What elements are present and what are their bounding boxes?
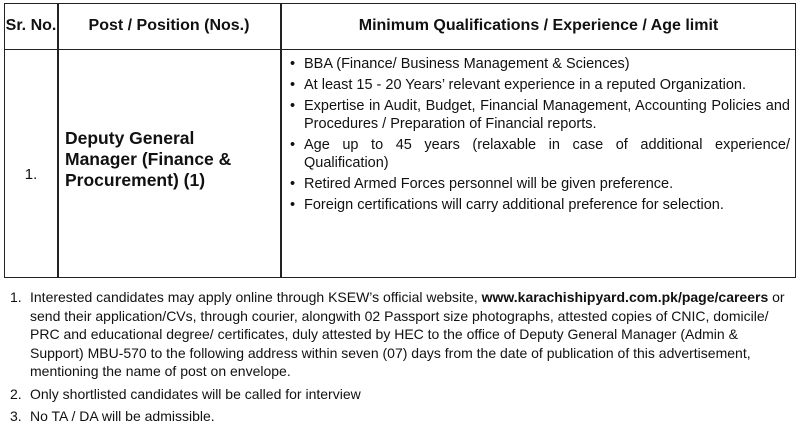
qualification-item: • Age up to 45 years (relaxable in case of additional experience/ Qualification) bbox=[290, 136, 790, 172]
note-text: Only shortlisted candidates will be called for interview bbox=[30, 385, 361, 402]
qualification-item: • At least 15 - 20 Years’ relevant experience in a reputed Organization. bbox=[290, 76, 790, 94]
header-qualifications: Minimum Qualifications / Experience / Age limit bbox=[358, 17, 719, 34]
note-number: 1. bbox=[10, 289, 22, 305]
column-divider bbox=[57, 4, 59, 277]
qualification-item: • Retired Armed Forces personnel will be given preference. bbox=[290, 175, 790, 193]
qualification-item: • BBA (Finance/ Business Management & Sciences) bbox=[290, 55, 790, 73]
note-text: No TA / DA will be admissible. bbox=[30, 408, 215, 424]
note-text: or send their application/CVs, through courier, alongwith 02 Passport size photographs, attested copies of CNIC, domicile/ PRC and educational degree/ certificates, duly attested by HEC to the office of Deputy General Manager (Admin & Support) MBU-570 to the following address within seven (07) days from the date of publication of this advertisement, mentioning the name of post on envelope. bbox=[30, 289, 785, 379]
note-number: 2. bbox=[10, 385, 22, 402]
qualification-item: • Expertise in Audit, Budget, Financial Management, Accounting Policies and Procedures / Preparation of Financial reports. bbox=[290, 97, 790, 133]
note-number: 3. bbox=[10, 408, 22, 424]
header-post: Post / Position (Nos.) bbox=[88, 17, 250, 34]
header-sr-no: Sr. No. bbox=[5, 17, 57, 34]
qualification-item: • Foreign certifications will carry additional preference for selection. bbox=[290, 196, 790, 214]
row-post: Deputy General Manager (Finance & Procurement) (1) bbox=[65, 128, 232, 190]
row-sr-no: 1. bbox=[24, 166, 38, 183]
note-item bbox=[10, 385, 788, 404]
notes-list bbox=[10, 288, 788, 430]
job-table bbox=[4, 3, 796, 278]
qualifications-list bbox=[290, 55, 790, 217]
note-text: Interested candidates may apply online through KSEW’s official website, bbox=[30, 289, 482, 305]
note-item bbox=[10, 288, 788, 381]
careers-link[interactable]: www.karachishipyard.com.pk/page/careers bbox=[481, 289, 769, 305]
column-divider bbox=[280, 4, 282, 277]
table-header bbox=[5, 4, 795, 50]
note-item bbox=[10, 407, 788, 426]
